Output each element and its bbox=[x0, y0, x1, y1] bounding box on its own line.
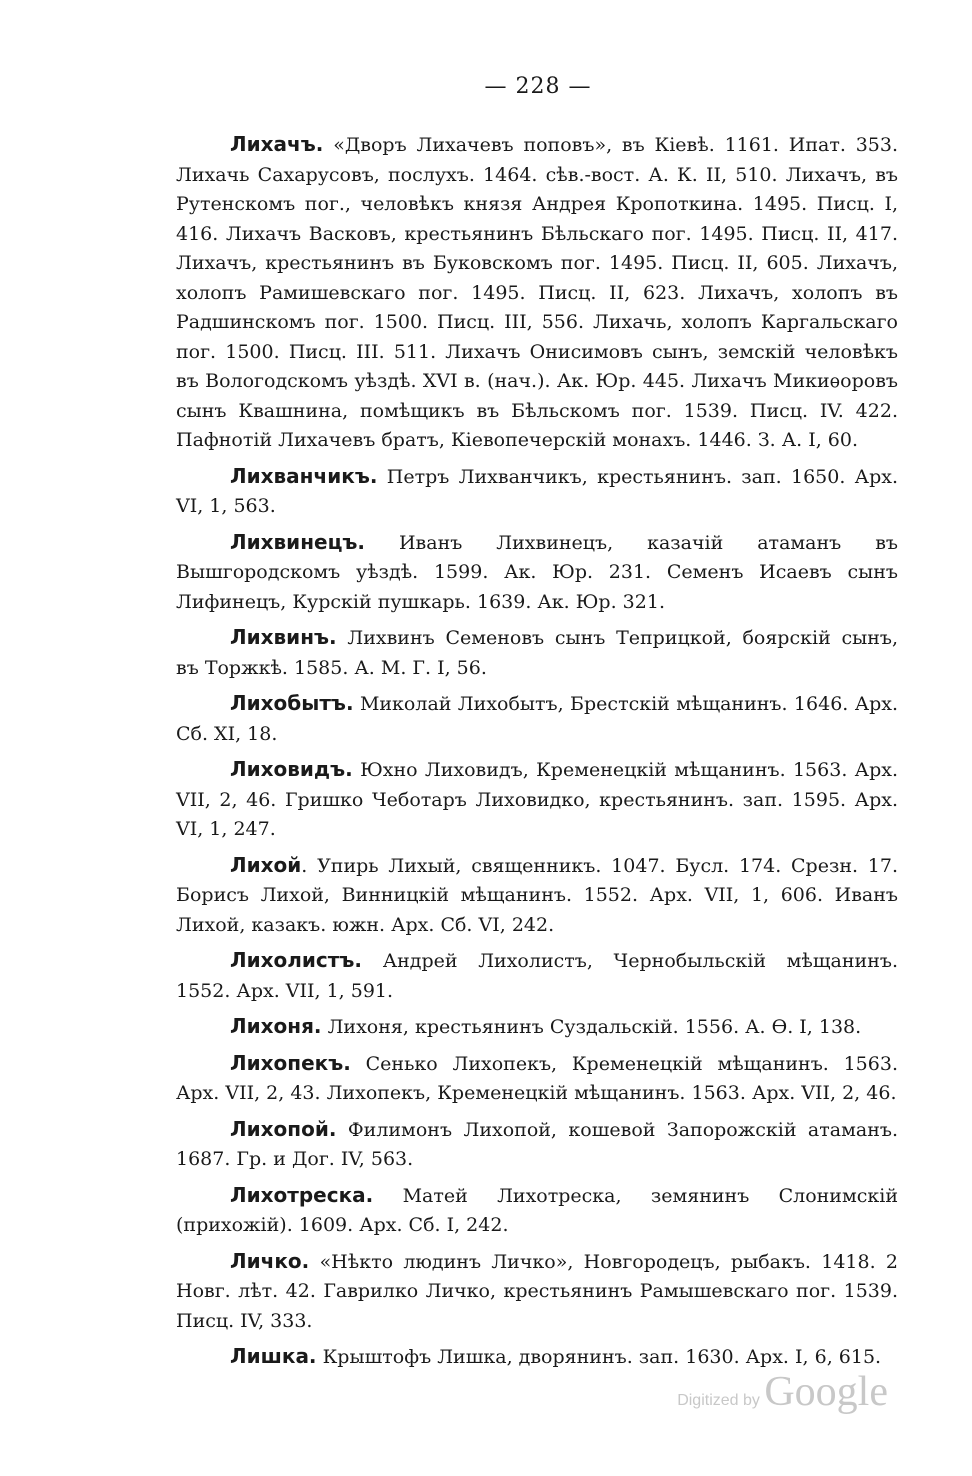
headword: Лиховидъ. bbox=[230, 757, 353, 781]
headword: Лихолистъ. bbox=[230, 948, 363, 972]
entry-likhvanchik bbox=[176, 462, 898, 522]
entry-likhopoi bbox=[176, 1115, 898, 1175]
entry-text: Юхно Лиховидъ, Кременецкій мѣщанинъ. 1563. Арх. VII, 2, 46. Гришко Чеботаръ Лиховидко, крестьянинъ. зап. 1595. Арх. VI, 1, 247. bbox=[176, 759, 898, 840]
entry-likhvin bbox=[176, 623, 898, 683]
headword: Лихачъ. bbox=[230, 132, 324, 156]
digitized-by-watermark bbox=[677, 1368, 888, 1416]
entry-text: . Упирь Лихый, священникъ. 1047. Бусл. 174. Срезн. 17. Борисъ Лихой, Винницкій мѣщанинъ. 1552. Арх. VII, 1, 606. Иванъ Лихой, казакъ. южн. Арх. Сб. VI, 242. bbox=[176, 854, 898, 936]
entry-text: Андрей Лихолистъ, Чернобыльскій мѣщанинъ. 1552. Арх. VII, 1, 591. bbox=[176, 950, 899, 1002]
entry-likhotreska bbox=[176, 1181, 898, 1241]
entry-text: Лихоня, крестьянинъ Суздальскій. 1556. А. Ѳ. I, 138. bbox=[327, 1016, 862, 1038]
entry-text: Петръ Лихванчикъ, крестьянинъ. зап. 1650. Арх. VI, 1, 563. bbox=[176, 465, 898, 517]
entry-text: Лихвинъ Семеновъ сынъ Теприцкой, боярскій сынъ, въ Торжкѣ. 1585. А. М. Г. I, 56. bbox=[176, 627, 899, 679]
entry-text: Иванъ Лихвинецъ, казачій атаманъ въ Вышгородскомъ уѣздѣ. 1599. Ак. Юр. 231. Семенъ Исаевъ сынъ Лифинецъ, Курскій пушкарь. 1639. Ак. Юр. 321. bbox=[176, 531, 898, 613]
headword: Лихопекъ. bbox=[230, 1050, 351, 1075]
headword: Лихвинецъ. bbox=[230, 529, 366, 554]
entry-likhach bbox=[176, 130, 898, 456]
headword: Лихвинъ. bbox=[230, 625, 337, 649]
headword: Лихванчикъ. bbox=[230, 463, 378, 488]
watermark-prefix: Digitized by bbox=[677, 1392, 760, 1409]
headword: Личко. bbox=[230, 1248, 310, 1273]
entry-likholist bbox=[176, 946, 898, 1006]
headword: Лихоня. bbox=[230, 1014, 322, 1038]
headword: Лихотреска. bbox=[230, 1182, 374, 1207]
entry-text: Крыштофъ Лишка, дворянинъ. зап. 1630. Арх. I, 6, 615. bbox=[322, 1346, 882, 1368]
entry-likhobyt bbox=[176, 689, 898, 749]
headword: Лихой bbox=[230, 852, 302, 877]
entry-lichko bbox=[176, 1247, 898, 1337]
entry-likhvinets bbox=[176, 528, 898, 618]
page-number: — 228 — bbox=[484, 74, 592, 99]
dictionary-text bbox=[176, 130, 898, 1379]
entry-text: «Дворъ Лихачевъ поповъ», въ Кіевѣ. 1161. Ипат. 353. Лихачь Сахарусовъ, послухъ. 1464. сѣв.-вост. А. К. II, 510. Лихачъ, въ Рутенскомъ пог., человѣкъ князя Андрея Кропоткина. 1495. Писц. I, 416. Лихачъ Васковъ, крестьянинъ Бѣльскаго пог. 1495. Писц. II, 417. Лихачъ, крестьянинъ въ Буковскомъ пог. 1495. Писц. II, 605. Лихачъ, холопъ Рамишевскаго пог. 1495. Писц. II, 623. Лихачъ, холопъ въ Радшинскомъ пог. 1500. Писц. III, 556. Лихачь, холопъ Каргальскаго пог. 1500. Писц. III. 511. Лихачъ Онисимовъ сынъ, земскій человѣкъ въ Вологодскомъ уѣздѣ. XVI в. (нач.). Ак. Юр. 445. Лихачъ Микиѳоровъ сынъ Квашнина, помѣщикъ въ Бѣльскомъ пог. 1539. Писц. IV. 422. Пафнотій Лихачевъ братъ, Кіевопечерскій монахъ. 1446. З. А. I, 60. bbox=[176, 134, 899, 451]
entry-likhovid bbox=[176, 755, 898, 845]
entry-text: Миколай Лихобытъ, Брестскій мѣщанинъ. 1646. Арх. Сб. XI, 18. bbox=[176, 693, 899, 745]
entry-text: Филимонъ Лихопой, кошевой Запорожскій атаманъ. 1687. Гр. и Дог. IV, 563. bbox=[176, 1118, 898, 1170]
headword: Лихопой. bbox=[230, 1116, 337, 1141]
entry-likhoi bbox=[176, 851, 898, 941]
entry-likhopek bbox=[176, 1049, 898, 1109]
headword: Лихобытъ. bbox=[230, 691, 354, 715]
entry-text: Сенько Лихопекъ, Кременецкій мѣщанинъ. 1563. Арх. VII, 2, 43. Лихопекъ, Кременецкій мѣщанинъ. 1563. Арх. VII, 2, 46. bbox=[176, 1052, 898, 1104]
google-logo: Google bbox=[764, 1369, 888, 1415]
entry-text: «Нѣкто людинъ Личко», Новгородецъ, рыбакъ. 1418. 2 Новг. лѣт. 42. Гаврилко Личко, крестьянинъ Рамышевскаго пог. 1539. Писц. IV, 333. bbox=[176, 1250, 898, 1332]
entry-text: Матей Лихотреска, земянинъ Слонимскій (прихожій). 1609. Арх. Сб. I, 242. bbox=[176, 1184, 899, 1236]
entry-likhonya bbox=[176, 1012, 898, 1043]
headword: Лишка. bbox=[230, 1344, 317, 1368]
